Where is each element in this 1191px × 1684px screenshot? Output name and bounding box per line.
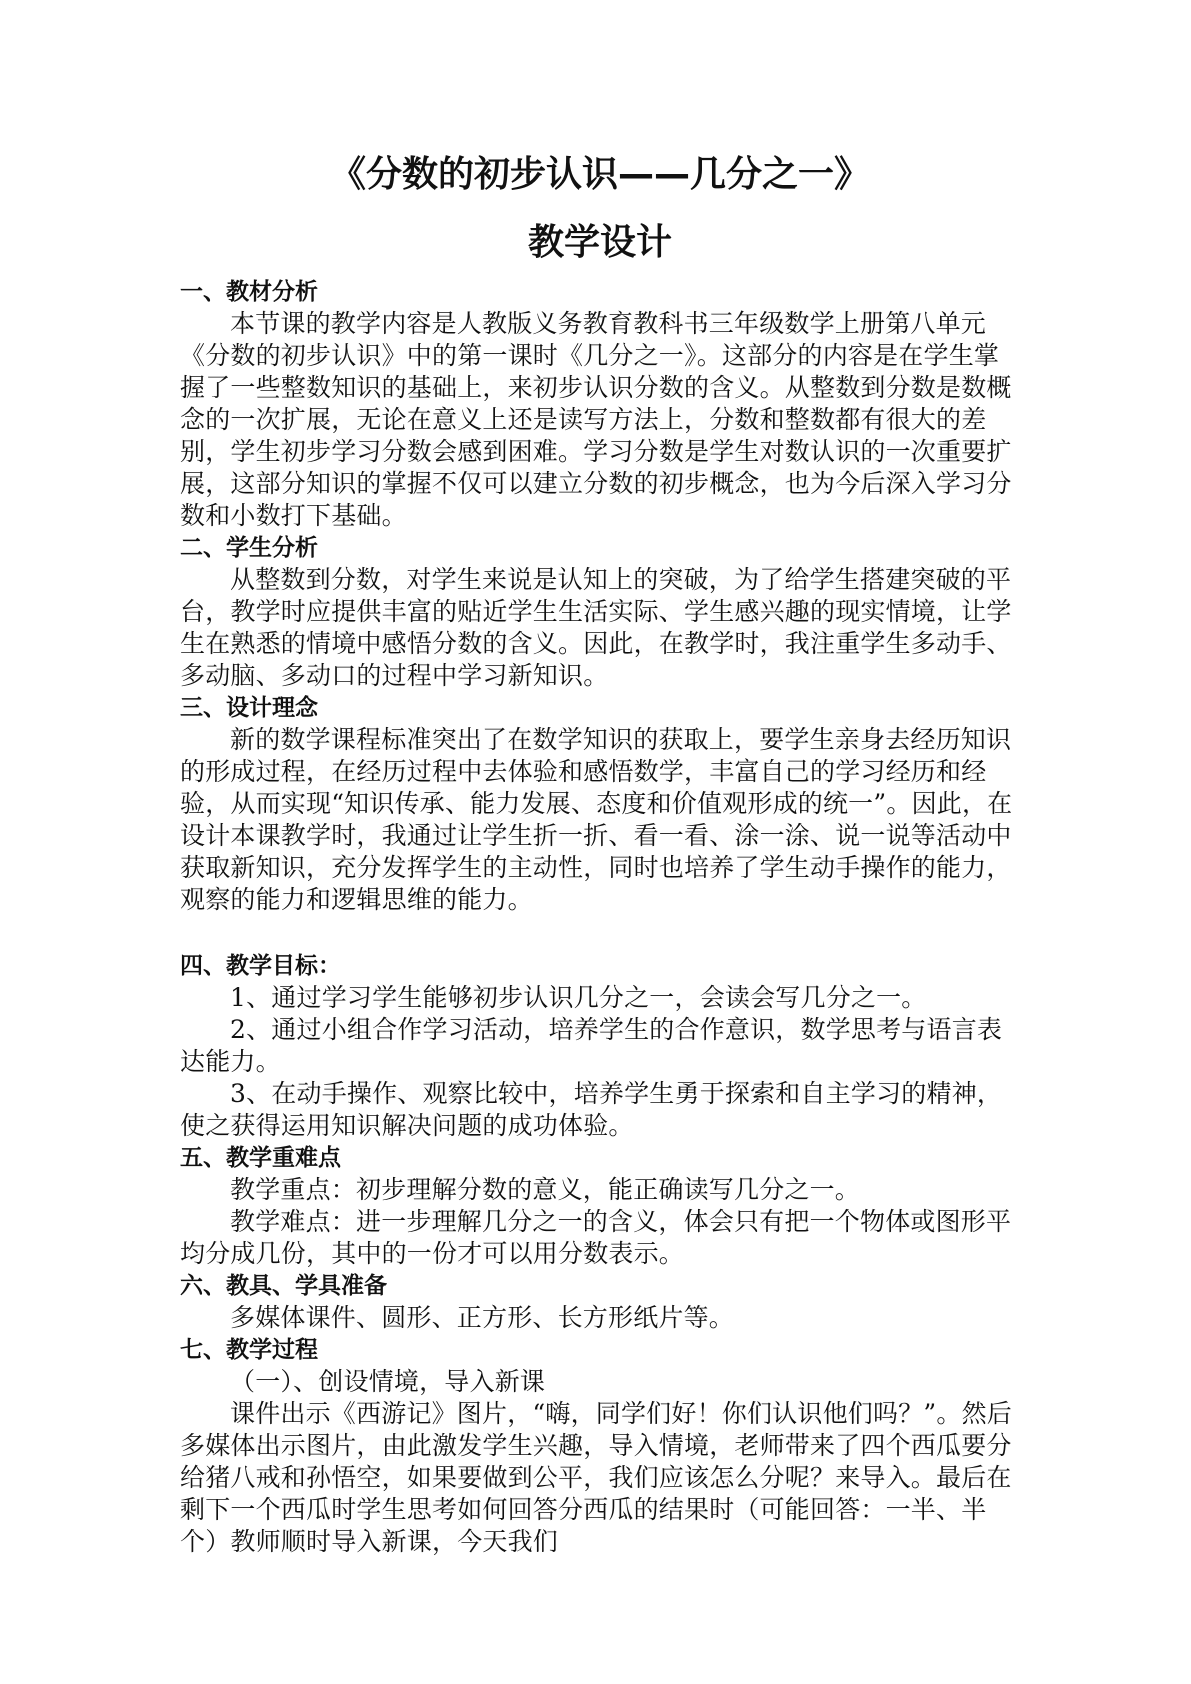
section-heading: 一、教材分析 [180,279,318,305]
section-teaching-goals [180,950,1020,1142]
section-paragraph: （一）、创设情境，导入新课 [230,1367,546,1396]
section-student-analysis [180,532,1020,692]
section-heading: 三、设计理念 [180,695,318,721]
section-paragraph: 1、通过学习学生能够初步认识几分之一，会读会写几分之一。 [230,983,927,1012]
section-paragraph: 从整数到分数，对学生来说是认知上的突破，为了给学生搭建突破的平台，教学时应提供丰富的贴近学生生活实际、学生感兴趣的现实情境，让学生在熟悉的情境中感悟分数的含义。因此，在教学时，我注重学生多动手、多动脑、多动口的过程中学习新知识。 [180,565,1012,690]
section-heading: 二、学生分析 [180,535,318,561]
section-paragraph: 多媒体课件、圆形、正方形、长方形纸片等。 [230,1303,735,1332]
section-heading: 五、教学重难点 [180,1145,341,1171]
section-heading: 四、教学目标： [180,953,341,979]
section-paragraph: 教学难点：进一步理解几分之一的含义，体会只有把一个物体或图形平均分成几份，其中的一份才可以用分数表示。 [180,1207,1012,1268]
document-page [180,150,1020,1558]
section-teaching-process [180,1334,1020,1558]
document-title: 《分数的初步认识——几分之一》 [329,154,870,195]
section-design-concept [180,692,1020,916]
section-paragraph: 课件出示《西游记》图片，“嗨，同学们好！你们认识他们吗？”。然后多媒体出示图片，由此激发学生兴趣，导入情境，老师带来了四个西瓜要分给猪八戒和孙悟空，如果要做到公平，我们应该怎么分呢？来导入。最后在剩下一个西瓜时学生思考如何回答分西瓜的结果时（可能回答：一半、半个）教师顺时导入新课，今天我们 [180,1399,1012,1556]
blank-line [180,916,1020,950]
section-paragraph: 教学重点：初步理解分数的意义，能正确读写几分之一。 [230,1175,861,1204]
section-key-difficult-points [180,1142,1020,1270]
section-teaching-aids [180,1270,1020,1334]
section-paragraph: 新的数学课程标准突出了在数学知识的获取上，要学生亲身去经历知识的形成过程，在经历过程中去体验和感悟数学，丰富自己的学习经历和经验，从而实现“知识传承、能力发展、态度和价值观形成的统一”。因此，在设计本课教学时，我通过让学生折一折、看一看、涂一涂、说一说等活动中获取新知识，充分发挥学生的主动性，同时也培养了学生动手操作的能力，观察的能力和逻辑思维的能力。 [180,725,1013,914]
section-paragraph: 本节课的教学内容是人教版义务教育教科书三年级数学上册第八单元《分数的初步认识》中的第一课时《几分之一》。这部分的内容是在学生掌握了一些整数知识的基础上，来初步认识分数的含义。从整数到分数是数概念的一次扩展，无论在意义上还是读写方法上，分数和整数都有很大的差别，学生初步学习分数会感到困难。学习分数是学生对数认识的一次重要扩展，这部分知识的掌握不仅可以建立分数的初步概念，也为今后深入学习分数和小数打下基础。 [180,309,1012,530]
section-textbook-analysis [180,276,1020,532]
document-subtitle: 教学设计 [527,222,672,263]
section-heading: 六、教具、学具准备 [180,1273,387,1299]
section-paragraph: 2、通过小组合作学习活动，培养学生的合作意识，数学思考与语言表达能力。 [180,1015,1003,1076]
section-heading: 七、教学过程 [180,1337,318,1363]
section-paragraph: 3、在动手操作、观察比较中，培养学生勇于探索和自主学习的精神，使之获得运用知识解决问题的成功体验。 [180,1079,1003,1140]
